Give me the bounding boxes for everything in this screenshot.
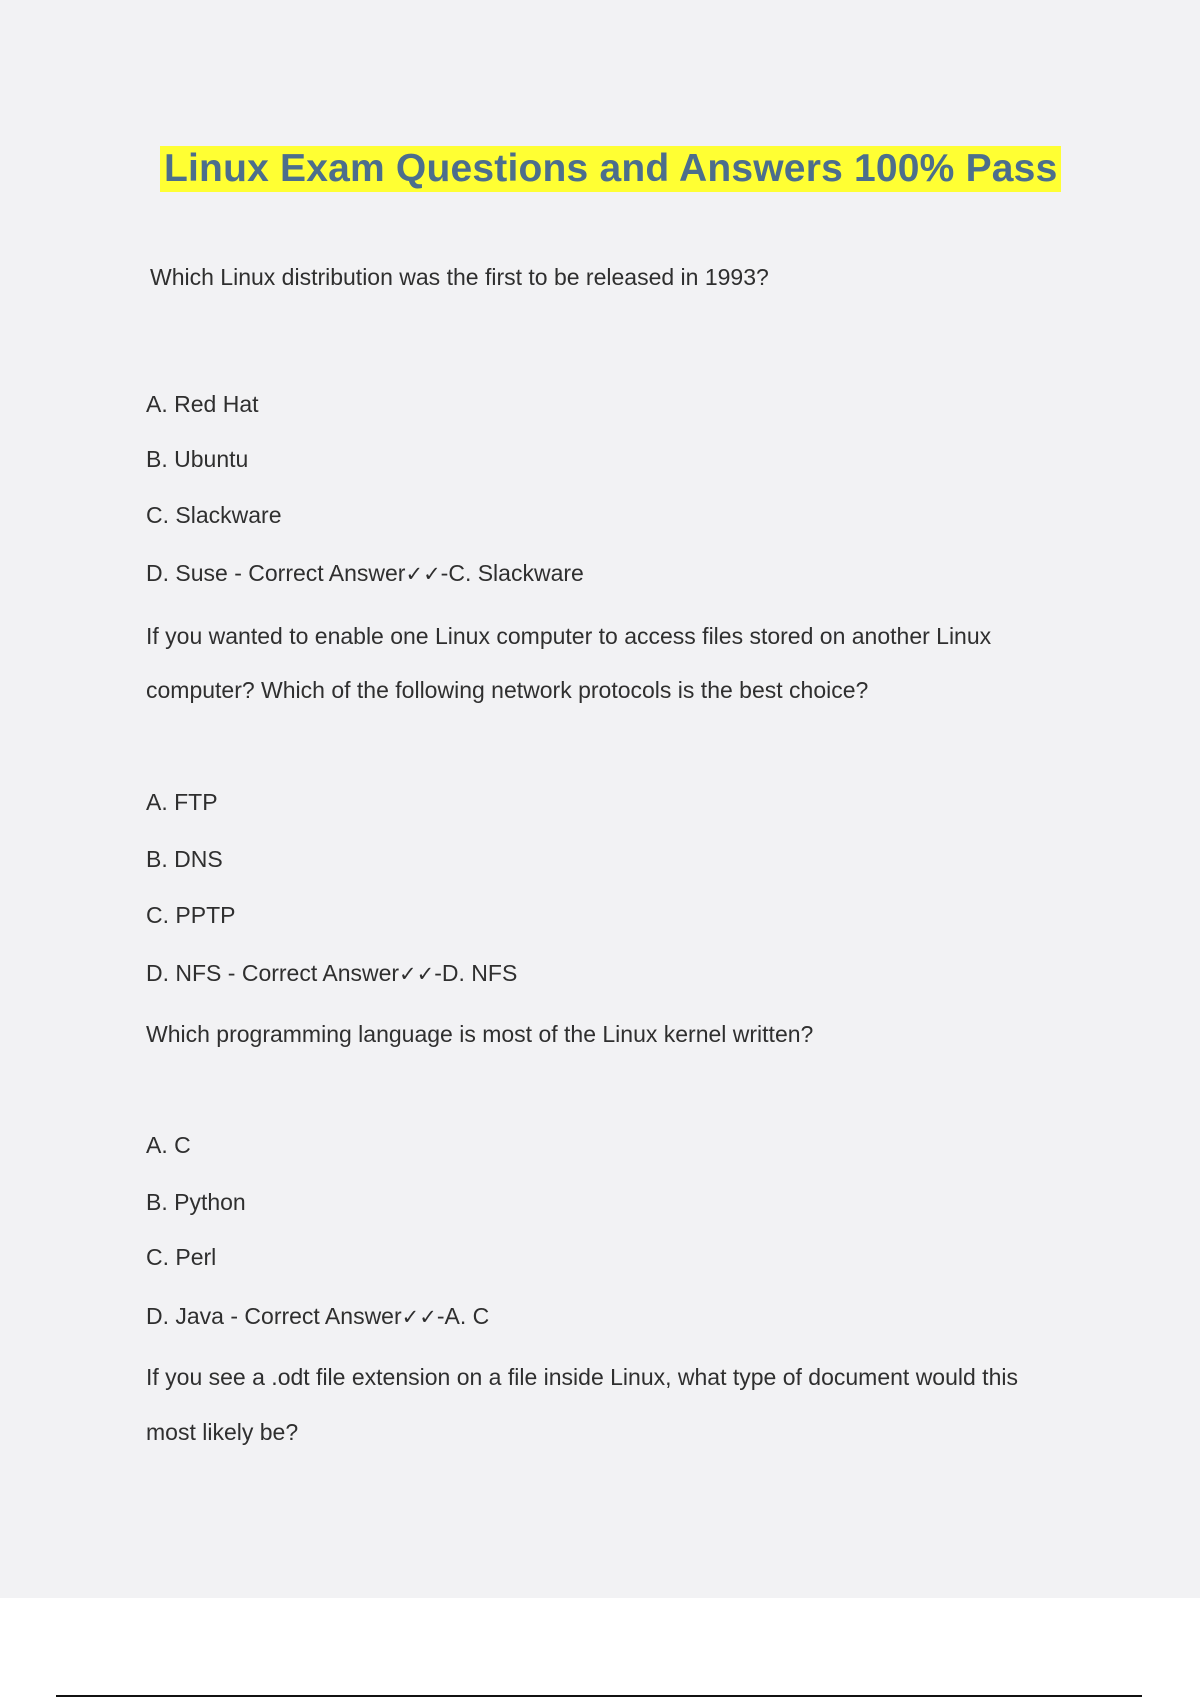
question-2-option-a: A. FTP: [146, 789, 218, 815]
question-1-option-d: D. Suse - Correct Answer: [146, 560, 406, 586]
checkmark-icon: ✓✓: [401, 1305, 437, 1329]
question-3-option-a: A. C: [146, 1132, 191, 1158]
question-1-option-b: B. Ubuntu: [146, 446, 249, 472]
question-3-option-b: B. Python: [146, 1189, 246, 1215]
question-3-correct-answer: -A. C: [436, 1303, 490, 1329]
question-1-option-d-answer: [146, 558, 584, 589]
checkmark-icon: ✓✓: [399, 962, 435, 986]
question-2-option-b: B. DNS: [146, 846, 223, 872]
question-2-text-line-1: If you wanted to enable one Linux computer to access files stored on another Linux: [146, 623, 992, 649]
question-2-option-d-answer: [146, 958, 517, 989]
question-2-text-line-2: computer? Which of the following network protocols is the best choice?: [146, 677, 869, 703]
question-3-text: Which programming language is most of the Linux kernel written?: [146, 1021, 814, 1047]
question-1-correct-answer: -C. Slackware: [440, 560, 584, 586]
question-4-text-line-2: most likely be?: [146, 1419, 299, 1445]
question-3-option-d-answer: [146, 1301, 489, 1332]
question-1-text: Which Linux distribution was the first to be released in 1993?: [150, 264, 769, 290]
page-title: Linux Exam Questions and Answers 100% Pass: [164, 147, 1058, 190]
question-4-text-line-1: If you see a .odt file extension on a file inside Linux, what type of document would this: [146, 1364, 1018, 1390]
question-3-option-d: D. Java - Correct Answer: [146, 1303, 402, 1329]
checkmark-icon: ✓✓: [405, 562, 441, 586]
question-1-option-a: A. Red Hat: [146, 391, 259, 417]
footer-divider: [56, 1695, 1142, 1697]
question-2-option-d: D. NFS - Correct Answer: [146, 960, 400, 986]
question-2-option-c: C. PPTP: [146, 902, 236, 928]
question-2-correct-answer: -D. NFS: [434, 960, 518, 986]
question-3-option-c: C. Perl: [146, 1244, 217, 1270]
question-1-option-c: C. Slackware: [146, 502, 282, 528]
title-highlight: [160, 146, 1061, 192]
